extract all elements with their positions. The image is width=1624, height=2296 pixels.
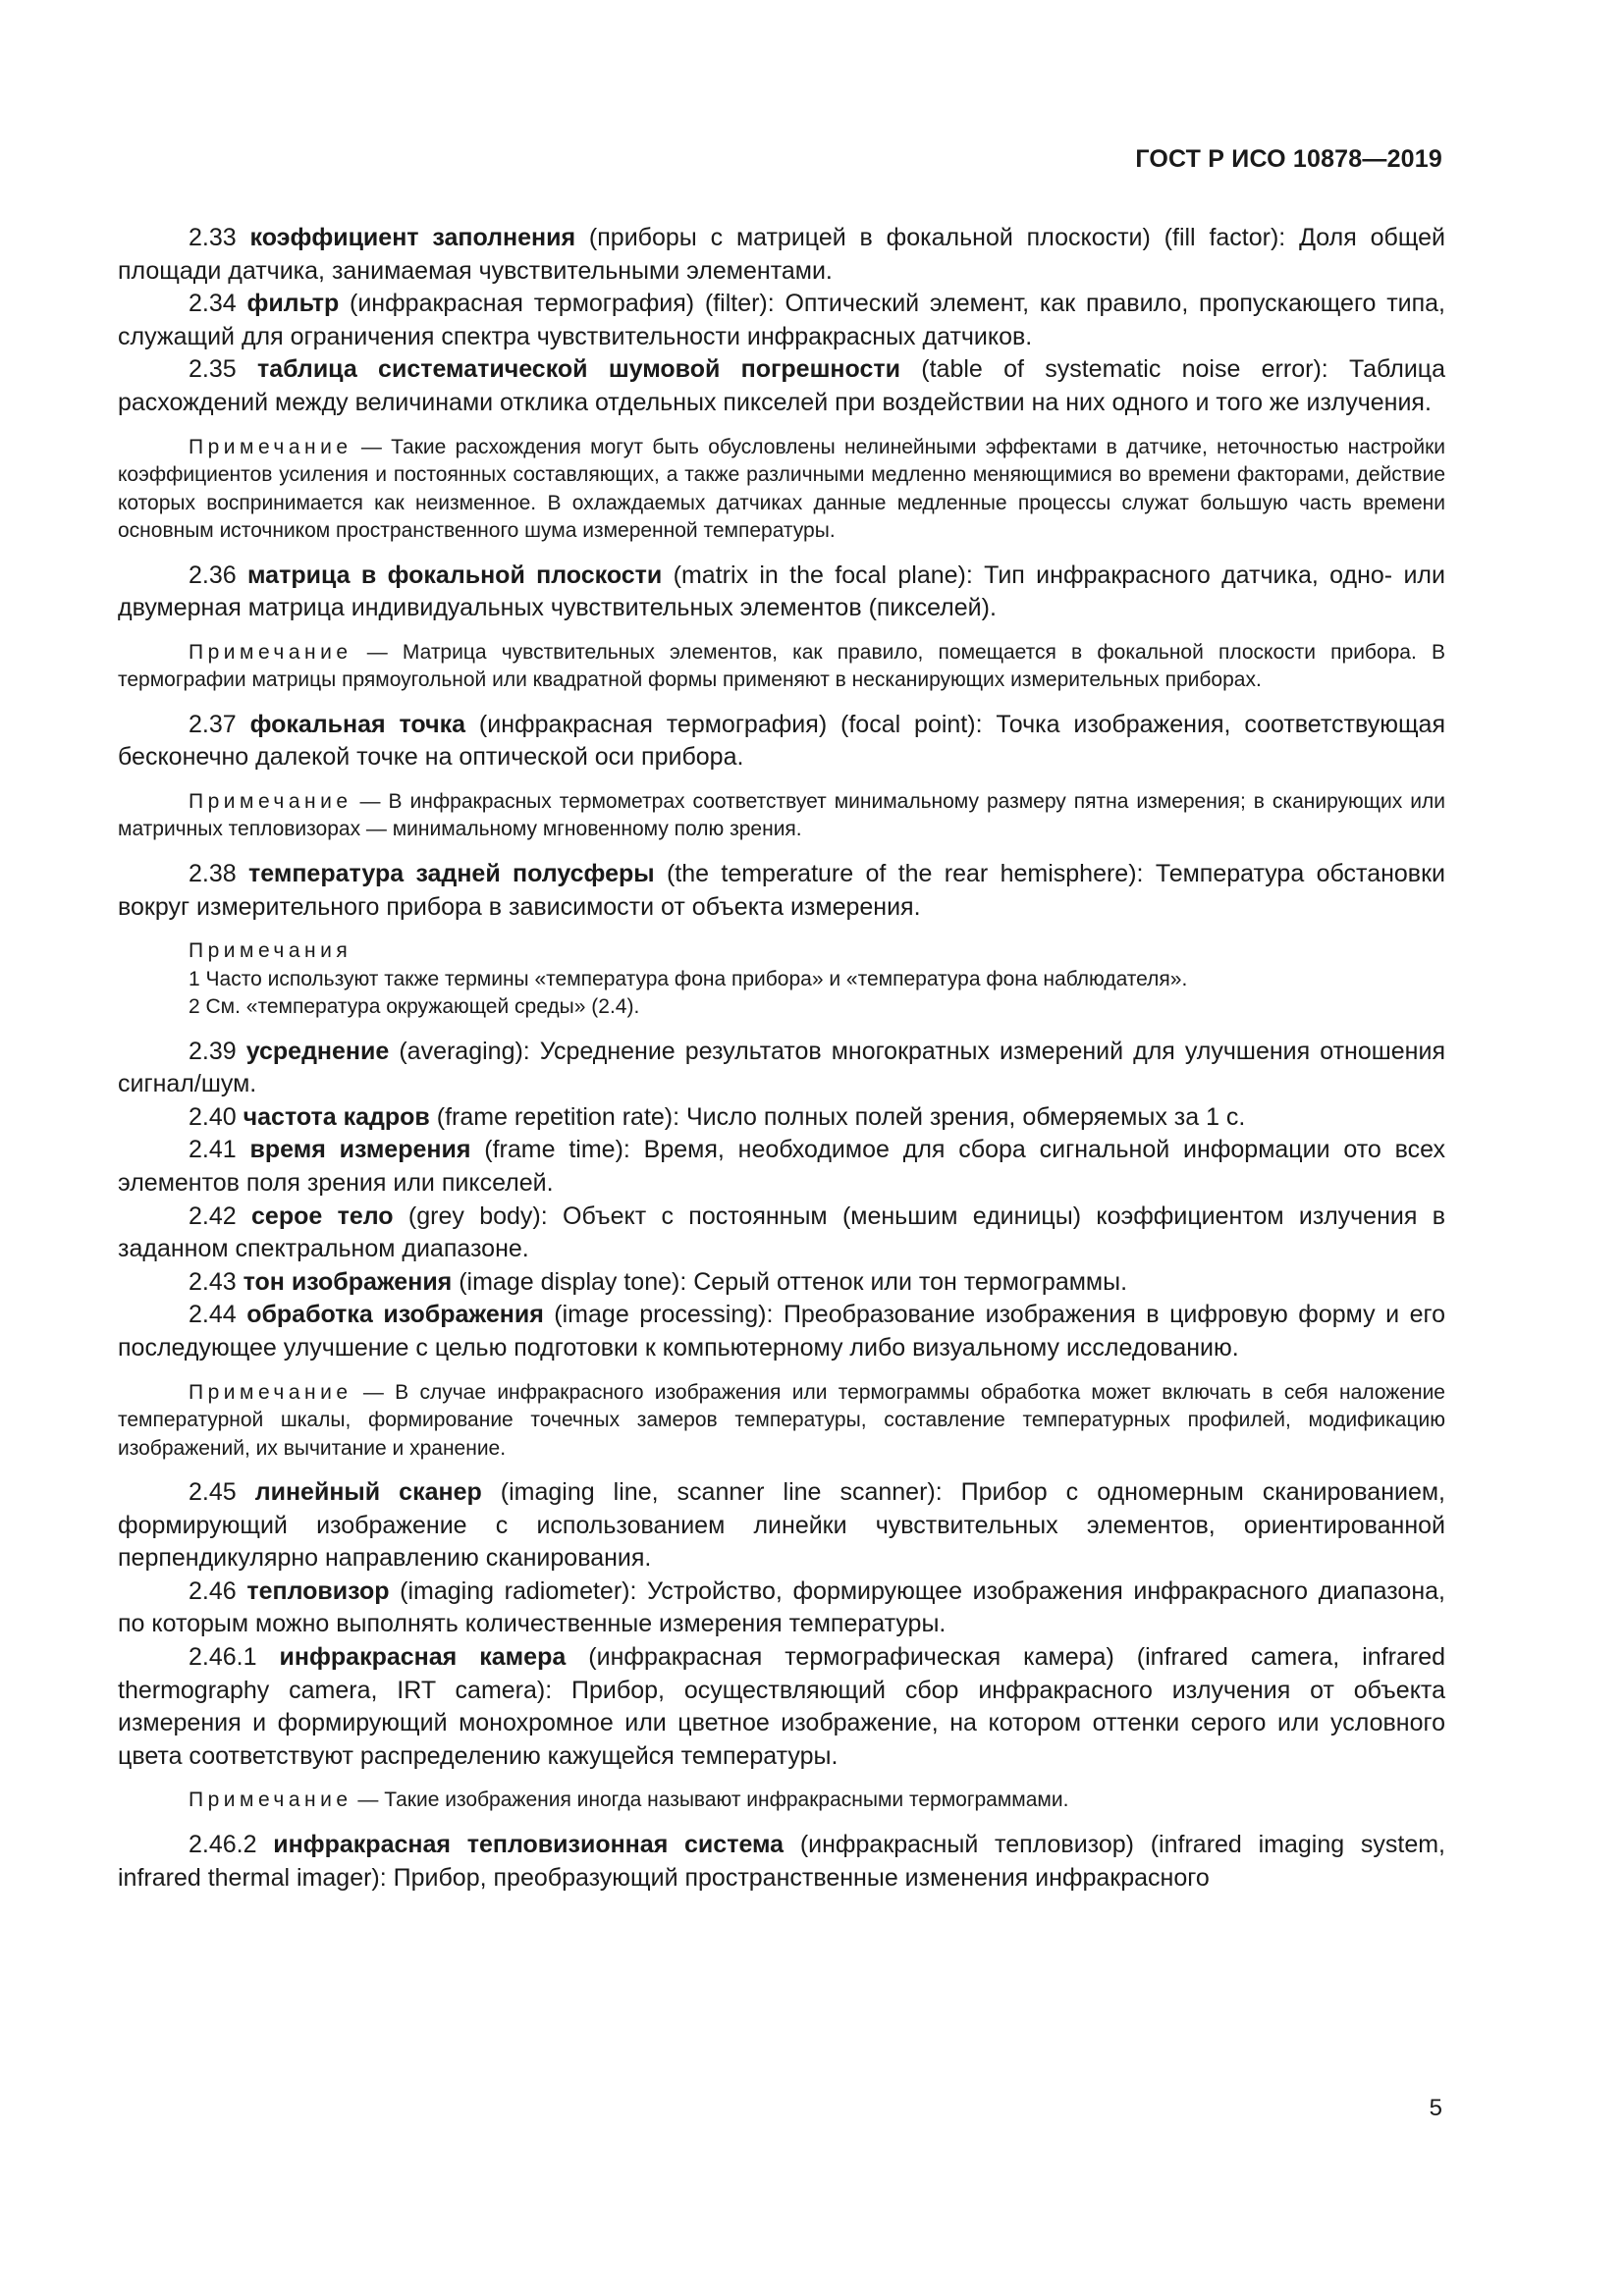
note-label: Примечание (189, 640, 352, 664)
entry-2-44 (118, 1299, 1445, 1364)
note-2-37 (118, 788, 1445, 844)
entry-number: 2.43 (189, 1267, 237, 1296)
entry-text: (инфракрасная термография) (focal point): Точка изображения, соответствующая бесконечно далекой точке на оптической оси прибора. (118, 710, 1445, 772)
entry-text: (imaging line, scanner line scanner): Прибор с одномерным сканированием, формирующий изображение с использованием линейки чувствительных элементов, ориентированной перпендикулярно направлению сканирования. (118, 1478, 1446, 1573)
entry-text: (инфракрасная термография) (filter): Оптический элемент, как правило, пропускающего типа, служащий для ограничения спектра чувствительности инфракрасных датчиков. (118, 290, 1445, 350)
entry-2-35 (118, 353, 1445, 419)
note-text: — Матрица чувствительных элементов, как правило, помещается в фокальной плоскости прибора. В термографии матрицы прямоугольной или квадратной формы применяют в несканирующих измерительных приборах. (118, 640, 1445, 692)
entry-2-46-1 (118, 1641, 1445, 1773)
entry-term: инфракрасная камера (279, 1643, 567, 1672)
entry-term: тепловизор (246, 1576, 390, 1605)
entry-number: 2.42 (189, 1201, 237, 1230)
entry-term: инфракрасная тепловизионная система (273, 1830, 785, 1858)
entry-term: частота кадров (243, 1102, 430, 1131)
entry-text: (averaging): Усреднение результатов многократных измерений для улучшения отношения сигнал/шум. (118, 1037, 1445, 1098)
entry-text: (the temperature of the rear hemisphere): Температура обстановки вокруг измерительного прибора в зависимости от объекта измерения. (118, 859, 1445, 921)
entry-text: (приборы с матрицей в фокальной плоскости) (fill factor): Доля общей площади датчика, занимаемая чувствительными элементами. (118, 224, 1445, 285)
entry-2-40 (118, 1101, 1445, 1135)
entry-term: обработка изображения (246, 1301, 544, 1329)
entry-text: (image processing): Преобразование изображения в цифровую форму и его последующее улучшение с целью подготовки к компьютерному либо визуальному исследованию. (118, 1301, 1445, 1362)
note-2-35 (118, 434, 1445, 546)
entry-text: (imaging radiometer): Устройство, формирующее изображения инфракрасного диапазона, по которым можно выполнять количественные измерения температуры. (118, 1576, 1445, 1638)
entry-number: 2.46 (189, 1576, 237, 1605)
document-body (118, 222, 1445, 1895)
notes-2-38 (118, 937, 1445, 1022)
page-number: 5 (1429, 2095, 1442, 2121)
note-label: Примечание (189, 789, 352, 813)
entry-2-36 (118, 560, 1445, 625)
entry-text: (grey body): Объект с постоянным (меньшим единицы) коэффициентом излучения в заданном спектральном диапазоне. (118, 1201, 1446, 1263)
note-text: — В случае инфракрасного изображения или термограммы обработка может включать в себя наложение температурной шкалы, формирование точечных замеров температуры, составление температурных профилей, модификацию изображений, их вычитание и хранение. (118, 1380, 1445, 1460)
entry-number: 2.41 (189, 1136, 237, 1164)
entry-2-41 (118, 1134, 1445, 1200)
document-code-header: ГОСТ Р ИСО 10878—2019 (1135, 145, 1442, 173)
entry-term: фильтр (246, 290, 340, 318)
entry-text: (frame repetition rate): Число полных полей зрения, обмеряемых за 1 с. (429, 1102, 1246, 1131)
entry-term: линейный сканер (254, 1478, 482, 1507)
entry-2-33 (118, 222, 1445, 288)
entry-number: 2.36 (189, 561, 237, 589)
entry-number: 2.35 (189, 355, 237, 384)
entry-2-46 (118, 1575, 1445, 1641)
entry-text: (инфракрасная термографическая камера) (infrared camera, infrared thermography camera, IRT camera): Прибор, осуществляющий сбор инфракрасного излучения от объекта измерения и формирующий монохромное или цветное изображение, на котором оттенки серого или условного цвета соответствуют распределению кажущейся температуры. (118, 1643, 1446, 1770)
entry-number: 2.38 (189, 859, 237, 887)
note-2-44 (118, 1379, 1445, 1464)
entry-2-38 (118, 858, 1445, 924)
entry-term: фокальная точка (249, 710, 466, 738)
entry-term: серое тело (251, 1201, 394, 1230)
entry-2-43 (118, 1266, 1445, 1300)
entry-2-45 (118, 1476, 1445, 1575)
entry-term: тон изображения (243, 1267, 453, 1296)
note-label: Примечание (189, 1789, 352, 1812)
entry-number: 2.45 (189, 1478, 237, 1507)
entry-2-46-2 (118, 1829, 1445, 1895)
note-text: — Такие расхождения могут быть обусловлены нелинейными эффектами в датчике, неточностью настройки коэффициентов усиления и постоянных составляющих, а также различными медленно меняющимися во времени факторами, действие которых воспринимается как неизменное. В охлаждаемых датчиках данные медленные процессы служат большую часть времени основным источником пространственного шума измеренной температуры. (118, 435, 1445, 543)
note-item-1: 1 Часто используют также термины «температура фона прибора» и «температура фона наблюдателя». (189, 967, 1188, 990)
entry-term: матрица в фокальной плоскости (247, 561, 663, 589)
entry-number: 2.33 (189, 224, 237, 251)
entry-term: время измерения (249, 1136, 471, 1164)
entry-text: (frame time): Время, необходимое для сбора сигнальной информации ото всех элементов поля зрения или пикселей. (118, 1136, 1445, 1197)
note-text: — Такие изображения иногда называют инфракрасными термограммами. (352, 1789, 1069, 1812)
entry-number: 2.34 (189, 290, 237, 318)
entry-2-39 (118, 1036, 1445, 1101)
note-item-2: 2 См. «температура окружающей среды» (2.4). (189, 995, 640, 1019)
note-text: — В инфракрасных термометрах соответствует минимальному размеру пятна измерения; в сканирующих или матричных тепловизорах — минимальному мгновенному полю зрения. (118, 789, 1445, 841)
entry-text: (matrix in the focal plane): Тип инфракрасного датчика, одно- или двумерная матрица индивидуальных чувствительных элементов (пикселей). (118, 561, 1445, 622)
note-label: Примечание (189, 1380, 352, 1404)
entry-term: температура задней полусферы (248, 859, 655, 887)
entry-text: (table of systematic noise error): Таблица расхождений между величинами отклика отдельных пикселей при воздействии на них одного и того же излучения. (118, 355, 1446, 416)
note-2-46-1 (118, 1787, 1445, 1815)
note-2-36 (118, 639, 1445, 695)
entry-number: 2.40 (189, 1102, 237, 1131)
entry-term: коэффициент заполнения (249, 224, 576, 251)
entry-number: 2.46.2 (189, 1830, 257, 1858)
entry-2-34 (118, 288, 1445, 353)
entry-text: (инфракрасный тепловизор) (infrared imaging system, infrared thermal imager): Прибор, преобразующий пространственные изменения инфракрасного (118, 1830, 1445, 1892)
entry-number: 2.46.1 (189, 1643, 257, 1672)
entry-2-42 (118, 1201, 1445, 1266)
note-label: Примечание (189, 435, 352, 458)
notes-heading: Примечания (189, 939, 352, 963)
entry-number: 2.44 (189, 1301, 237, 1329)
entry-term: таблица систематической шумовой погрешности (256, 355, 900, 384)
entry-2-37 (118, 709, 1445, 774)
entry-number: 2.37 (189, 710, 237, 738)
entry-term: усреднение (245, 1037, 390, 1065)
entry-number: 2.39 (189, 1037, 237, 1065)
entry-text: (image display tone): Серый оттенок или тон термограммы. (452, 1267, 1128, 1296)
